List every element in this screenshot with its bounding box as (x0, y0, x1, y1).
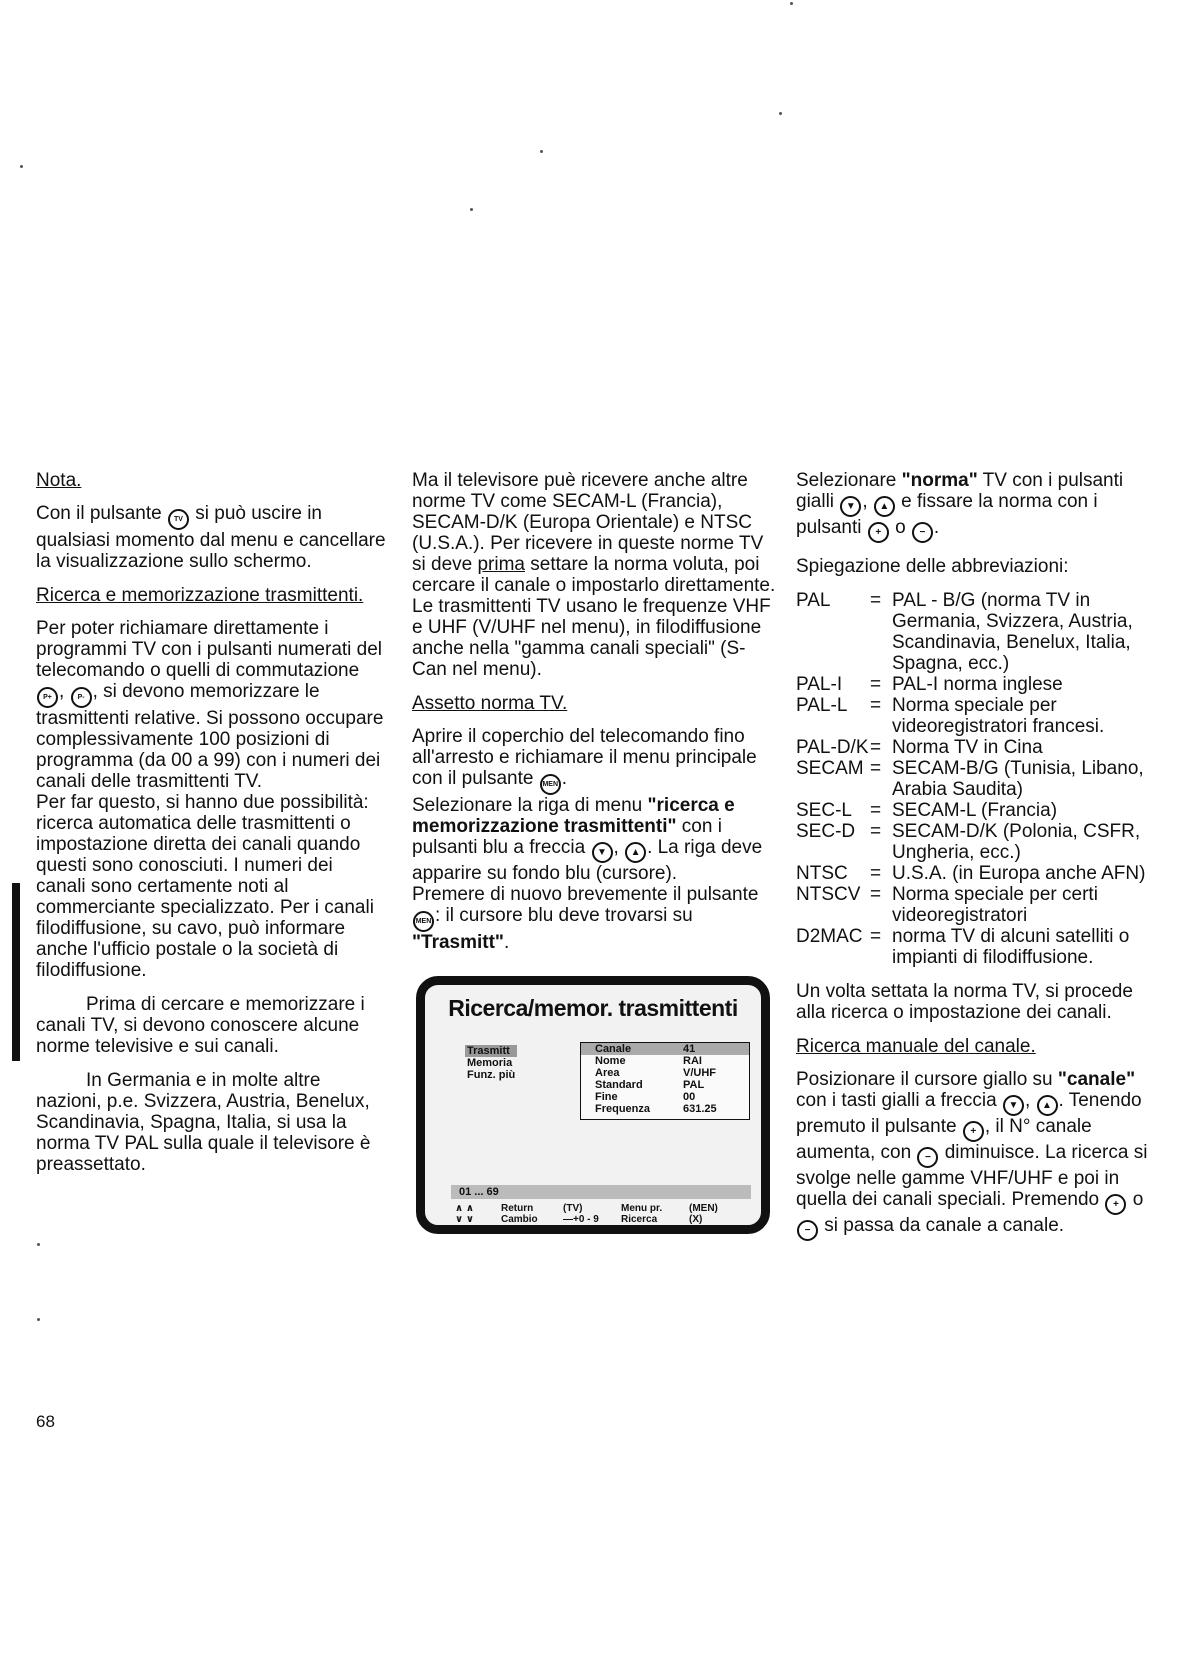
tv-screen-illustration (416, 976, 770, 1234)
tv-channel-range: 01 ... 69 (451, 1185, 751, 1199)
paragraph-after-norm: Un volta settata la norma TV, si procede alla ricerca o impostazione dei canali. (796, 981, 1133, 1023)
arrow-up-icon: ▲ (1037, 1095, 1058, 1116)
abbreviation-item: D2MAC = norma TV di alcuni satelliti o impianti di filodiffusione. (796, 926, 1130, 968)
abbreviation-item: SECAM = SECAM-B/G (Tunisia, Libano, Arabia Saudita) (796, 758, 1144, 800)
tv-table-row: Standard PAL (595, 1079, 705, 1091)
abbreviation-item: NTSC = U.S.A. (in Europa anche AFN) (796, 863, 1146, 884)
tv-table-row: Frequenza 631.25 (595, 1103, 717, 1115)
tv-menu-item: Trasmitt (465, 1045, 517, 1057)
abbreviation-item: PAL-L = Norma speciale per videoregistratori francesi. (796, 695, 1105, 737)
minus-button-icon: − (917, 1147, 938, 1168)
abbreviation-item: PAL-I = PAL-I norma inglese (796, 674, 1063, 695)
paragraph-frequencies: Le trasmittenti TV usano le frequenze VHF e UHF (V/UHF nel menu), in filodiffusione anche nella "gamma canali speciali" (S-Can nel menu). (412, 596, 771, 680)
arrow-down-icon: ▼ (840, 496, 861, 517)
program-up-icon: P+ (37, 687, 58, 708)
column-left (36, 470, 386, 1188)
abbreviation-item: SEC-D = SECAM-D/K (Polonia, CSFR, Ungheria, ecc.) (796, 821, 1141, 863)
scan-speck (540, 150, 543, 153)
scan-speck (37, 1243, 40, 1246)
column-right (796, 470, 1148, 1254)
tv-channel-table (580, 1042, 750, 1120)
tv-menu-item: Funz. più (467, 1069, 516, 1081)
paragraph-cursor-trasmitt: Premere di nuovo brevemente il pulsante MEN : il cursore blu deve trovarsi su "Trasmitt". (412, 884, 759, 953)
paragraph-open-menu: Aprire il coperchio del telecomando fino all'arresto e richiamare il menu principale con il pulsante MEN . (412, 726, 780, 795)
tv-menu-item: Memoria (467, 1057, 513, 1069)
abbreviation-item: SEC-L = SECAM-L (Francia) (796, 800, 1058, 821)
scan-speck (470, 208, 473, 211)
scan-speck (20, 165, 23, 168)
arrow-down-icon: ▼ (592, 842, 613, 863)
paragraph-select-norm: Selezionare "norma" TV con i pulsanti gialli ▼ , ▲ e fissare la norma con i pulsanti + o − . (796, 470, 1148, 543)
paragraph-pal-default: In Germania e in molte altre nazioni, p.e. Svizzera, Austria, Benelux, Scandinavia, Spagna, Italia, si usa la norma TV PAL sulla quale il televisore è preassettato. (36, 1070, 371, 1175)
assetto-heading: Assetto norma TV. (412, 693, 568, 714)
tv-table-row: Nome RAI (595, 1055, 702, 1067)
tv-button-icon: TV (168, 509, 189, 530)
abbreviations-heading: Spiegazione delle abbreviazioni: (796, 556, 1069, 577)
scan-speck (37, 1318, 40, 1321)
minus-button-icon: − (797, 1220, 818, 1241)
minus-button-icon: − (912, 522, 933, 543)
program-down-icon: P- (71, 687, 92, 708)
paragraph-select-row: Selezionare la riga di menu "ricerca e memorizzazione trasmittenti" con i pulsanti blu a freccia ▼ , ▲ . La riga deve apparire su fondo blu (cursore). (412, 795, 763, 884)
paragraph-other-norms: Ma il televisore puè ricevere anche altre norme TV come SECAM-L (Francia), SECAM-D/K (Europa Orientale) e NTSC (U.S.A.). Per ricevere in queste norme TV si deve prima settare la norma voluta, poi cercare il canale o impostarlo direttamente. (412, 470, 776, 596)
tv-key-legend: ∧ ∧ Return (TV) Menu pr. (MEN) ∨ ∨ Cambio —+0 - 9 Ricerca (X) (455, 1203, 718, 1225)
nota-heading: Nota. (36, 470, 82, 491)
abbreviation-item: PAL = PAL - B/G (norma TV in Germania, Svizzera, Austria, Scandinavia, Benelux, Italia, Spagna, ecc.) (796, 590, 1133, 674)
scan-speck (790, 2, 793, 5)
menu-button-icon: MEN (540, 774, 561, 795)
scan-speck (779, 112, 782, 115)
paragraph-two-options: Per far questo, si hanno due possibilità: ricerca automatica delle trasmittenti o impostazione diretta dei canali quando questi sono conosciuti. I numeri dei canali sono certamente noti al commerciante specializzato. Per i canali filodiffusione, su cavo, può informare anche l'ufficio postale o la società di filodiffusione. (36, 792, 374, 981)
column-middle (412, 470, 780, 966)
plus-button-icon: + (1105, 1194, 1126, 1215)
menu-button-icon: MEN (413, 911, 434, 932)
tv-table-row: Fine 00 (595, 1091, 696, 1103)
manuale-heading: Ricerca manuale del canale. (796, 1036, 1036, 1057)
arrow-up-icon: ▲ (874, 496, 895, 517)
tv-table-row: Canale 41 (581, 1043, 749, 1055)
paragraph-program-buttons: Per poter richiamare direttamente i programmi TV con i pulsanti numerati del telecomando o quelli di commutazione P+ , P- , si devono memorizzare le trasmittenti relative. Si possono occupare complessivamente 100 posizioni di programma (da 00 a 99) con i numeri dei canali delle trasmittenti TV. (36, 618, 384, 792)
plus-button-icon: + (963, 1121, 984, 1142)
plus-button-icon: + (868, 522, 889, 543)
paragraph-manual-search: Posizionare il cursore giallo su "canale" con i tasti gialli a freccia ▼ , ▲ . Tenendo premuto il pulsante + , il N° canale aumenta, con − diminuisce. La ricerca si svolge nelle gamme VHF/UHF e poi in quella dei canali speciali. Premendo + o − si passa da canale a canale. (796, 1069, 1148, 1241)
arrow-down-icon: ▼ (1003, 1095, 1024, 1116)
abbreviation-item: NTSCV = Norma speciale per certi videoregistratori (796, 884, 1098, 926)
abbreviations-list (796, 590, 1148, 968)
ricerca-heading: Ricerca e memorizzazione trasmittenti. (36, 585, 364, 606)
tv-side-menu (465, 1045, 517, 1081)
tv-table-row: Area V/UHF (595, 1067, 716, 1079)
tv-menu-title: Ricerca/memor. trasmittenti (448, 995, 738, 1021)
nota-paragraph: Con il pulsante TV si può uscire in qualsiasi momento dal menu e cancellare la visualizzazione sullo schermo. (36, 503, 386, 572)
arrow-up-icon: ▲ (625, 842, 646, 863)
scan-edge-bar (12, 883, 20, 1061)
page-number: 68 (36, 1412, 55, 1431)
abbreviation-item: PAL-D/K = Norma TV in Cina (796, 737, 1043, 758)
paragraph-norms-intro: Prima di cercare e memorizzare i canali TV, si devono conoscere alcune norme televisive e sui canali. (36, 994, 365, 1057)
